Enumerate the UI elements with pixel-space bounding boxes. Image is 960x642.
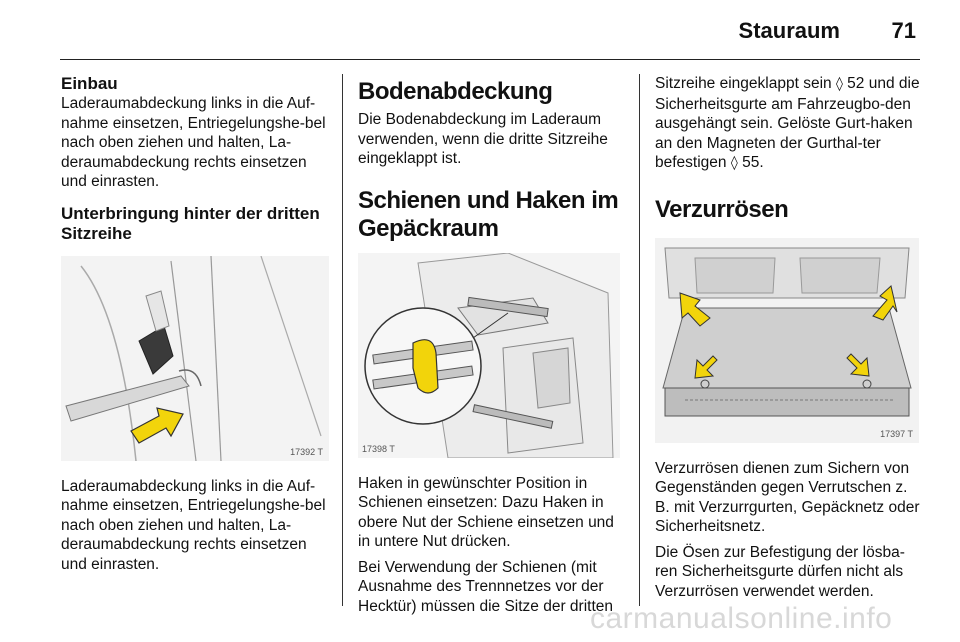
lashing-eyes-illustration	[655, 238, 919, 443]
paragraph-einbau: Laderaumabdeckung links in die Auf-nahme einsetzen, Entriegelungshe-bel nach oben ziehen und halten, La-deraumabdeckung rechts einsetzen und einrasten.	[61, 95, 326, 190]
paragraph-haken: Haken in gewünschter Position in Schienen einsetzen: Dazu Haken in obere Nut der Schiene einsetzen und in untere Nut drücken.	[358, 474, 614, 550]
paragraph-verzurr-2: Die Ösen zur Befestigung der lösba-ren Sicherheitsgurte dürfen nicht als Verzurrösen verwendet werden.	[655, 543, 905, 600]
paragraph-continued: Sitzreihe eingeklappt sein ◊ 52 und die Sicherheitsgurte am Fahrzeugbo-den ausgehängt sein. Gelöste Gurt-haken an den Magneten der Gurthal-ter befestigen ◊ 55.	[655, 75, 920, 171]
paragraph-verwendung: Bei Verwendung der Schienen (mit Ausnahme des Trennnetzes vor der Hecktür) müssen die Sitze der dritten	[358, 558, 613, 615]
reference-arrow-icon: ◊	[835, 76, 843, 92]
heading-verzurroesen: Verzurrösen	[655, 195, 789, 223]
watermark: carmanualsonline.info	[590, 602, 893, 635]
heading-schienen: Schienen und Haken im Gepäckraum	[358, 186, 619, 242]
paragraph-verzurr-1: Verzurrösen dienen zum Sichern von Gegenständen gegen Verrutschen z. B. mit Verzurrgurten, Gepäcknetz oder Sicherheitsnetz.	[655, 459, 920, 535]
figure-code-17397: 17397 T	[880, 428, 913, 439]
figure-rails-hooks	[358, 253, 620, 458]
rails-hooks-illustration	[358, 253, 620, 458]
figure-code-17398: 17398 T	[362, 443, 395, 454]
page-number: 71	[891, 18, 916, 43]
heading-unterbringung: Unterbringung hinter der dritten Sitzreihe	[61, 203, 320, 243]
paragraph-after-figure: Laderaumabdeckung links in die Auf-nahme einsetzen, Entriegelungshe-bel nach oben ziehen und halten, La-deraumabdeckung rechts einsetzen und einrasten.	[61, 477, 326, 573]
column-2	[358, 74, 628, 616]
column-divider-2	[639, 74, 640, 606]
column-3	[655, 74, 925, 601]
heading-einbau: Einbau	[61, 74, 118, 93]
header-rule	[60, 59, 920, 60]
cover-storage-illustration	[61, 256, 329, 461]
figure-cover-storage	[61, 256, 329, 461]
column-1	[61, 74, 331, 574]
section-title: Stauraum	[738, 18, 840, 43]
figure-lashing-eyes	[655, 238, 919, 443]
figure-code-17392: 17392 T	[290, 446, 323, 457]
paragraph-bodenabdeckung: Die Bodenabdeckung im Laderaum verwenden, wenn die dritte Sitzreihe eingeklappt ist.	[358, 111, 608, 167]
reference-arrow-icon: ◊	[730, 155, 738, 171]
column-divider-1	[342, 74, 343, 606]
heading-bodenabdeckung: Bodenabdeckung	[358, 78, 553, 105]
yellow-hook-icon	[413, 339, 438, 392]
